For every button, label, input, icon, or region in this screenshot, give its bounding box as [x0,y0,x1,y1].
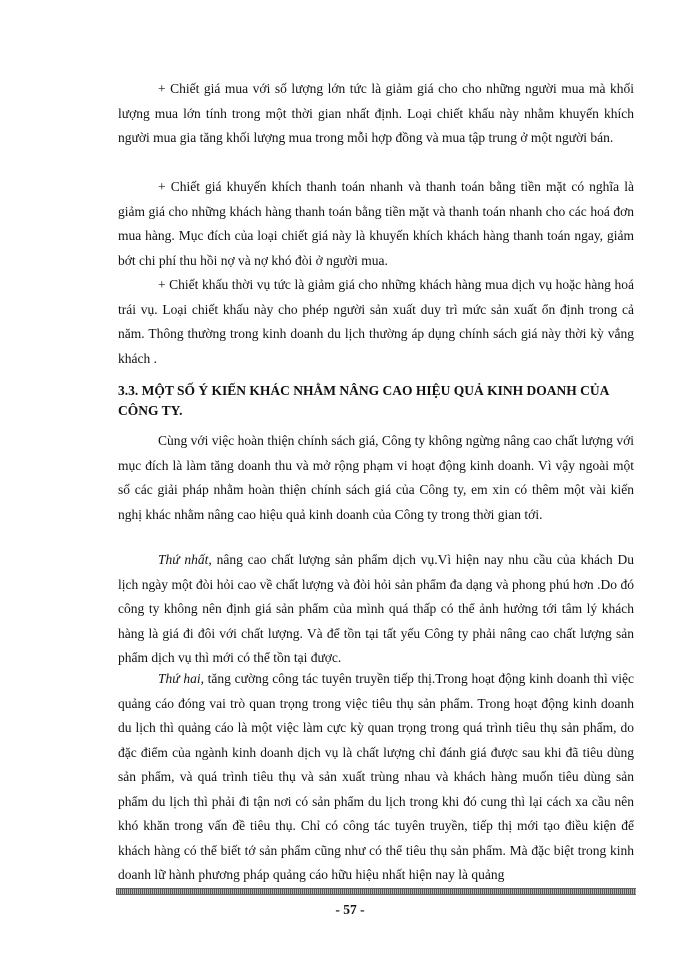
paragraph-volume-discount [118,77,634,151]
paragraph-seasonal-discount [118,273,634,371]
paragraph-second-point [118,667,634,888]
paragraph-intro [118,429,634,527]
paragraph-text: Cùng với việc hoàn thiện chính sách giá, Công ty không ngừng nâng cao chất lượng với mục đích là làm tăng doanh thu và mở rộng phạm vi hoạt động kinh doanh. Vì vậy ngoài một số các giải pháp nhằm hoàn thiện chính sách giá của Công ty, em xin có thêm một vài kiến nghị khác nhằm nâng cao hiệu quả kinh doanh của Công ty trong thời gian tới. [118,433,634,522]
first-point-label: Thứ nhất, [158,552,212,567]
second-point-label: Thứ hai, [158,671,204,686]
section-heading: 3.3. MỘT SỐ Ý KIẾN KHÁC NHẰM NÂNG CAO HIỆU QUẢ KINH DOANH CỦA CÔNG TY. [118,383,609,418]
first-point-text: nâng cao chất lượng sản phẩm dịch vụ.Vì hiện nay nhu cầu của khách Du lịch ngày một đòi hỏi cao về chất lượng và đòi hỏi sản phẩm đa dạng và phong phú hơn .Do đó công ty không nên định giá sản phẩm của mình quá thấp có thể ảnh hưởng tới tâm lý khách hàng là giá đi đôi với chất lượng. Và để tồn tại tất yếu Công ty phải nâng cao chất lượng sản phẩm dịch vụ thì mới có thể tồn tại được. [118,552,634,665]
paragraph-text: + Chiết khấu thời vụ tức là giảm giá cho những khách hàng mua dịch vụ hoặc hàng hoá trái vụ. Loại chiết khấu này cho phép người sản xuất duy trì mức sản xuất ổn định trong cả năm. Thông thường trong kinh doanh du lịch thường áp dụng chính sách giá này thời kỳ vắng khách . [118,277,634,366]
page-number: - 57 - [335,902,365,917]
second-point-text: tăng cường công tác tuyên truyền tiếp thị.Trong hoạt động kinh doanh thì việc quảng cáo đóng vai trò quan trọng trong việc tiêu thụ sản phẩm. Trong hoạt động kinh doanh du lịch thì quảng cáo là một việc làm cực kỳ quan trọng trong quá trình tiêu thụ sản phẩm, do đặc điểm của ngành kinh doanh dịch vụ là chất lượng chỉ đánh giá được sau khi đã tiêu dùng sản phẩm, và quá trình tiêu thụ và sản xuất trùng nhau và khách hàng muốn tiêu dùng sản phẩm du lịch thì phải đi tận nơi có sản phẩm du lịch trong khi đó cung thì lại cách xa cầu nên khó khăn trong vấn đề tiêu thụ. Chỉ có công tác tuyên truyền, tiếp thị mới tạo điều kiện để khách hàng có thể biết tớ sản phẩm cũng như có thể tiêu thụ sản phẩm. Mà đặc biệt trong kinh doanh lữ hành phương pháp quảng cáo hữu hiệu nhất hiện nay là quảng [118,671,634,882]
paragraph-text: + Chiết giá khuyến khích thanh toán nhanh và thanh toán bằng tiền mặt có nghĩa là giảm giá cho những khách hàng thanh toán bằng tiền mặt và thanh toán nhanh cho các hoá đơn mua hàng. Mục đích của loại chiết giá này là khuyến khích khách hàng thanh toán ngay, giảm bớt chi phí thu hồi nợ và nợ khó đòi ở người mua. [118,179,634,268]
paragraph-first-point [118,548,634,671]
paragraph-cash-discount [118,175,634,273]
paragraph-text [118,548,634,671]
paragraph-text [118,667,634,888]
paragraph-text: + Chiết giá mua với số lượng lớn tức là giảm giá cho cho những người mua mà khối lượng mua lớn tính trong một thời gian nhất định. Loại chiết khấu này nhằm khuyến khích người mua gia tăng khối lượng mua trong mỗi hợp đồng và mua tập trung ở một người bán. [118,81,634,145]
footer-divider [116,888,636,895]
